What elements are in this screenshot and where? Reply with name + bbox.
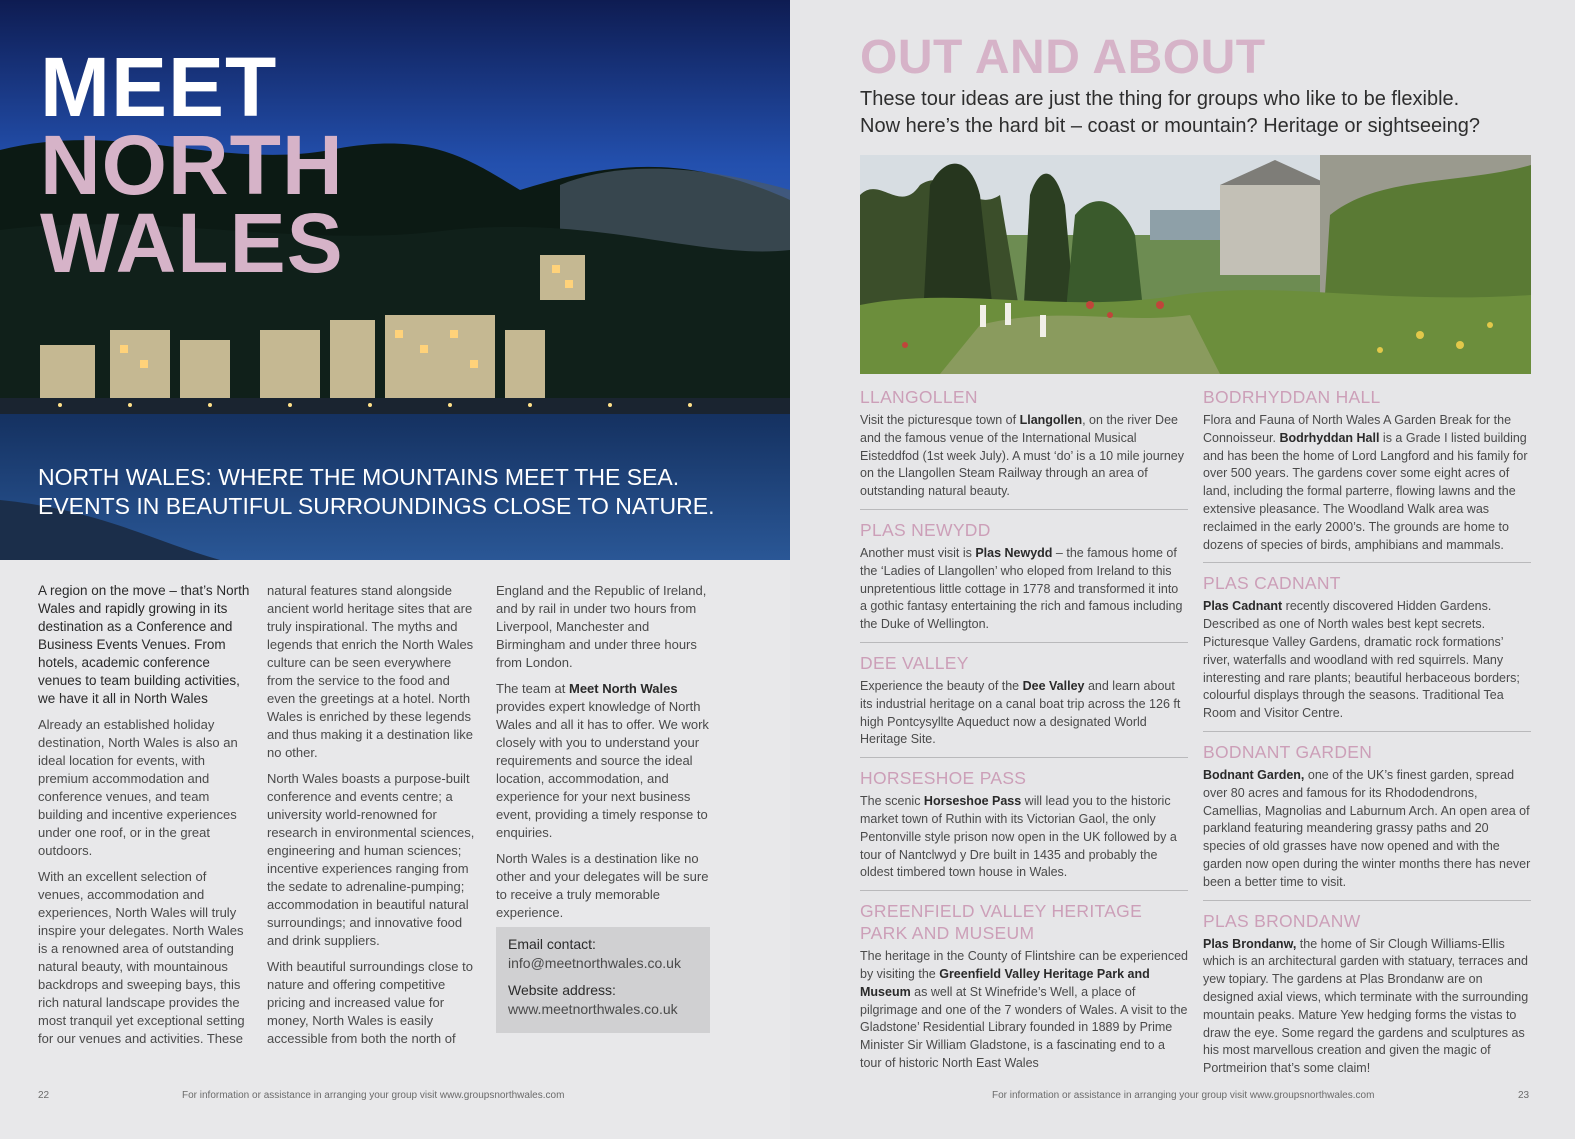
- section-heading: BODRHYDDAN HALL: [1203, 387, 1381, 407]
- bold-name: Horseshoe Pass: [923, 794, 1022, 809]
- section-bodrhyddan-hall: [1203, 386, 1531, 563]
- section-text: [860, 793, 1188, 882]
- garden-illustration: [860, 155, 1531, 374]
- column-3: [496, 582, 711, 930]
- attractions-column-2: [1203, 386, 1531, 1095]
- paragraph: Already an established holiday destination, North Wales is also an ideal location for events, with premium accommodation and conference venues, and team building and incentive experiences under one roof, or in the great outdoors.: [38, 717, 238, 858]
- column-2: [267, 582, 479, 1056]
- hero-title: [40, 40, 344, 290]
- section-text: [1203, 767, 1531, 892]
- paragraph: North Wales boasts a purpose-built conference and events centre; a university world-renowned for research in environmental sciences, engineering and human sciences; incentive experiences ranging from the sedate to adrenaline-pumping; accommodation in beautiful natural surroundings; and innovative food and drink suppliers.: [267, 771, 475, 948]
- right-page: [790, 0, 1575, 1139]
- section-text: [860, 948, 1188, 1073]
- bold-name: Bodnant Garden,: [1203, 767, 1305, 782]
- text: , on the river Dee and the famous venue of the International Musical Eisteddfod (1st week July). A must ‘do’ is a 10 mile journey on the Llangollen Steam Railway through an area of outstanding natural beauty.: [860, 413, 1184, 499]
- tagline-line-2: EVENTS IN BEAUTIFUL SURROUNDINGS CLOSE TO NATURE.: [38, 493, 715, 519]
- page-title: OUT AND ABOUT: [860, 31, 1266, 84]
- intro-paragraph: A region on the move – that’s North Wales and rapidly growing in its destination as a Conference and Business Events Venues. From hotels, academic conference venues to team building activities, we have it all in North Wales: [38, 583, 250, 706]
- text: Another must visit is: [860, 545, 976, 560]
- email-label: Email contact:: [508, 936, 596, 952]
- paragraph: With an excellent selection of venues, accommodation and experiences, North Wales will truly inspire your delegates. North Wales is a renowned area of outstanding natural beauty, with mountainous backdrops and sweeping bays, this rich natural landscape provides the most tranquil yet exceptional setting for our venues and activities. These: [38, 869, 245, 1046]
- footer-text-right: For information or assistance in arranging your group visit www.groupsnorthwales.com: [992, 1090, 1375, 1101]
- text: provides expert knowledge of North Wales and all it has to offer. We work closely with you to understand your requirements and source the ideal location, accommodation, and experience for your next business event, providing a timely response to enquiries.: [496, 699, 709, 840]
- section-heading: BODNANT GARDEN: [1203, 741, 1373, 762]
- section-text: [860, 678, 1188, 749]
- paragraph: [496, 680, 711, 842]
- garden-photo: [860, 155, 1531, 374]
- bold-name: Bodrhyddan Hall: [1279, 430, 1380, 445]
- text: is a Grade I listed building and has been the home of Lord Langford and his family for over 500 years. The gardens cover some eight acres of land, including the formal parterre, flowing lawns and the extensive pleasance. The Woodland Walk area was reclaimed in the early 2000’s. The grounds are home to dozens of species of birds, amphibians and mammals.: [1203, 430, 1528, 552]
- bold-name: Plas Brondanw,: [1203, 936, 1297, 951]
- page-number-right: 23: [1518, 1090, 1530, 1101]
- attractions-column-1: [860, 386, 1188, 1090]
- title-line-wales: WALES: [40, 196, 344, 290]
- bold-name: Llangollen: [1019, 413, 1083, 427]
- section-bodnant-garden: [1203, 741, 1531, 901]
- text: The team at: [496, 681, 569, 696]
- text: will lead you to the historic market town of Ruthin with its Victorian Gaol, the only Pentonville style prison now open in the UK followed by a tour of Nantclwyd y Dre built in 1435 and probably the oldest timbered town house in Wales.: [860, 794, 1177, 880]
- section-heading: PLAS CADNANT: [1203, 573, 1341, 594]
- section-heading: LLANGOLLEN: [860, 387, 978, 407]
- section-plas-brondanw: [1203, 910, 1531, 1086]
- text: – the famous home of the ‘Ladies of Llangollen’ who eloped from Ireland to this unpretentious little cottage in 1778 and transformed it into a gothic fantasy entertaining the rich and famous including the Duke of Wellington.: [860, 545, 1183, 632]
- paragraph: England and the Republic of Ireland, and by rail in under two hours from Liverpool, Manchester and Birmingham and under three hours from London.: [496, 583, 707, 670]
- section-text: [1203, 412, 1531, 554]
- bold-name: Dee Valley: [1022, 678, 1085, 693]
- section-plas-newydd: [860, 519, 1188, 643]
- text: and learn about its industrial heritage on a canal boat trip across the 126 ft high Pontcysyllte Aqueduct now a designated World Heritage Site.: [860, 678, 1181, 747]
- text: Flora and Fauna of North Wales A Garden Break for the Connoisseur.: [1203, 413, 1512, 445]
- hero-night-photo: [0, 0, 790, 560]
- intro-text: [860, 86, 1550, 140]
- hero-tagline: [38, 463, 758, 521]
- text: The scenic: [860, 794, 924, 809]
- contact-box: [496, 927, 710, 1033]
- text: recently discovered Hidden Gardens. Described as one of North wales best kept secrets. Picturesque Valley Gardens, dramatic rock formations’ river, waterfalls and woodland with red squirrels. Many interesting and rare plants; beautiful herbaceous borders; colourful displays through the seasons. Traditional Tea Room and Visitor Centre.: [1203, 599, 1520, 721]
- section-text: [1203, 936, 1531, 1078]
- section-heading: PLAS BRONDANW: [1203, 910, 1361, 931]
- footer-text-left: For information or assistance in arranging your group visit www.groupsnorthwales.com: [182, 1090, 565, 1101]
- section-llangollen: [860, 386, 1188, 510]
- bold-name: Greenfield Valley Heritage Park and Museum: [860, 966, 1150, 999]
- section-plas-cadnant: [1203, 572, 1531, 732]
- paragraph: North Wales is a destination like no other and your delegates will be sure to receive a truly memorable experience.: [496, 851, 709, 920]
- text: one of the UK’s finest garden, spread over 80 acres and famous for its Rhododendrons, Camellias, Magnolias and Laburnum Arch. An open area of parkland featuring meandering grassy paths and 20 species of old grasses have now opened and with the garden now open during the winter months there has never been a better time to visit.: [1203, 767, 1531, 889]
- text: The heritage in the County of Flintshire can be experienced by visiting the: [860, 949, 1188, 981]
- text: as well at St Winefride’s Well, a place of pilgrimage and one of the 7 wonders of Wales. A visit to the Gladstone’ Residential Library founded in 1889 by Prime Minister Sir William Gladstone, is a fascinating end to a tour of historic North East Wales: [860, 984, 1188, 1070]
- text: Experience the beauty of the: [860, 678, 1023, 693]
- website-link[interactable]: www.meetnorthwales.co.uk: [508, 1001, 678, 1017]
- website-label: Website address:: [508, 982, 616, 998]
- title-line-north: NORTH: [40, 118, 344, 212]
- bold-name: Plas Newydd: [975, 545, 1053, 560]
- section-heading: DEE VALLEY: [860, 652, 969, 673]
- section-dee-valley: [860, 652, 1188, 758]
- section-text: [1203, 598, 1531, 723]
- section-heading: PLAS NEWYDD: [860, 519, 991, 540]
- text: the home of Sir Clough Williams-Ellis which is an architectural garden with statuary, terraces and yew topiary. The gardens at Plas Brondanw are on designed axial views, which terminate with the surrounding mountain peaks. Mature Yew hedging forms the vistas to draw the eye. Some regard the gardens and sculptures as his most marvellous creation and given the magic of Portmeirion that’s some claim!: [1203, 936, 1529, 1076]
- bold-name: Plas Cadnant: [1203, 599, 1283, 614]
- section-text: [860, 545, 1188, 634]
- section-horseshoe-pass: [860, 767, 1188, 891]
- email-link[interactable]: info@meetnorthwales.co.uk: [508, 955, 681, 971]
- intro-line-1: These tour ideas are just the thing for groups who like to be flexible.: [860, 88, 1460, 110]
- section-greenfield-valley: [860, 900, 1188, 1081]
- paragraph: With beautiful surroundings close to nature and offering competitive pricing and increased value for money, North Wales is easily accessible from both the north of: [267, 959, 473, 1046]
- column-1: [38, 582, 253, 1056]
- section-text: [860, 412, 1188, 501]
- text: Visit the picturesque town of: [860, 413, 1020, 427]
- section-heading: HORSESHOE PASS: [860, 768, 1027, 789]
- brand-name: Meet North Wales: [568, 681, 678, 696]
- intro-line-2: Now here’s the hard bit – coast or mountain? Heritage or sightseeing?: [860, 115, 1480, 137]
- paragraph: natural features stand alongside ancient world heritage sites that are truly inspirational. The myths and legends that enrich the North Wales culture can be seen everywhere from the service to the food and even the greetings at a hotel. North Wales is enriched by these legends and thus making it a destination like no other.: [267, 583, 474, 760]
- title-line-meet: MEET: [40, 40, 278, 134]
- page-number-left: 22: [38, 1090, 50, 1101]
- tagline-line-1: NORTH WALES: WHERE THE MOUNTAINS MEET THE SEA.: [38, 464, 680, 490]
- section-heading: GREENFIELD VALLEY HERITAGE PARK AND MUSEUM: [860, 901, 1143, 944]
